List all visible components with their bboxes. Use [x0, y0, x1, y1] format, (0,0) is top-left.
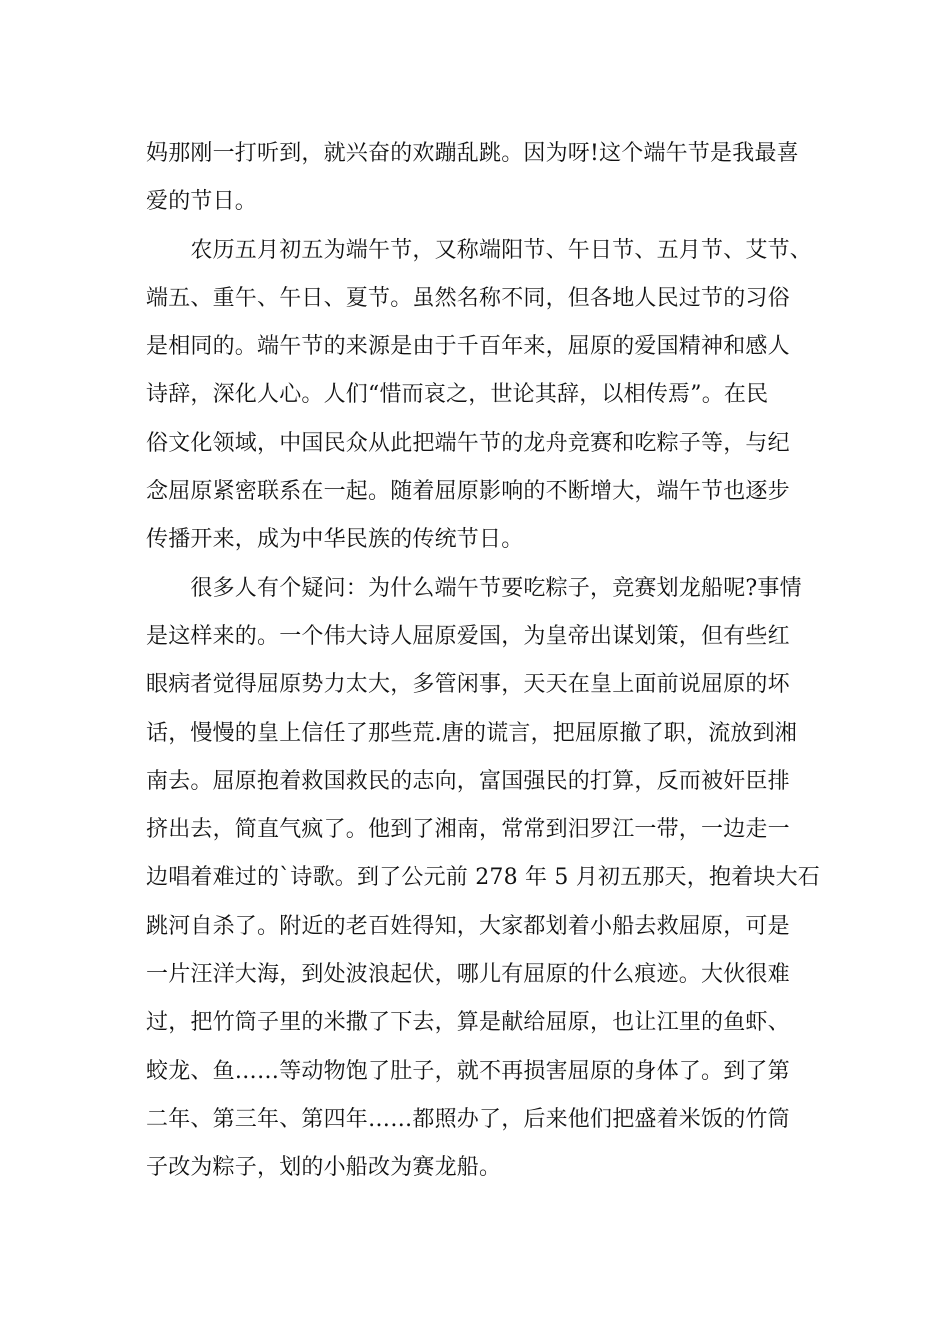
- text-line: 子改为粽子，划的小船改为赛龙船。: [146, 1155, 502, 1181]
- text-line: 是相同的。端午节的来源是由于千百年来，屈原的爱国精神和感人: [146, 334, 790, 360]
- text-line: 端五、重午、午日、夏节。虽然名称不同，但各地人民过节的习俗: [146, 285, 790, 311]
- text-line: 蛟龙、鱼……等动物饱了肚子，就不再损害屈原的身体了。到了第: [146, 1058, 790, 1084]
- text-line: 爱的节日。: [146, 189, 258, 215]
- text-line: 诗辞，深化人心。人们“惜而哀之，世论其辞，以相传焉”。在民: [146, 382, 769, 408]
- article-body: [146, 130, 826, 1193]
- text-line: 妈那刚一打听到，就兴奋的欢蹦乱跳。因为呀!这个端午节是我最喜: [146, 141, 799, 166]
- text-line: 农历五月初五为端午节，又称端阳节、午日节、五月节、艾节、: [146, 237, 813, 263]
- text-line: 一片汪洋大海，到处波浪起伏，哪儿有屈原的什么痕迹。大伙很难: [146, 962, 790, 988]
- text-line: 是这样来的。一个伟大诗人屈原爱国，为皇帝出谋划策，但有些红: [146, 623, 790, 649]
- text-line: 南去。屈原抱着救国救民的志向，富国强民的打算，反而被奸臣排: [146, 768, 790, 794]
- text-line: 传播开来，成为中华民族的传统节日。: [146, 527, 524, 553]
- text-line: 跳河自杀了。附近的老百姓得知，大家都划着小船去救屈原，可是: [146, 913, 790, 939]
- text-line: 眼病者觉得屈原势力太大，多管闲事，天天在皇上面前说屈原的坏: [146, 672, 790, 698]
- text-line: 话，慢慢的皇上信任了那些荒.唐的谎言，把屈原撤了职，流放到湘: [146, 720, 797, 746]
- text-line: 二年、第三年、第四年……都照办了，后来他们把盛着米饭的竹筒: [146, 1106, 790, 1132]
- text-line: 过，把竹筒子里的米撒了下去，算是献给屈原，也让江里的鱼虾、: [146, 1010, 790, 1036]
- text-line: 俗文化领域，中国民众从此把端午节的龙舟竞赛和吃粽子等，与纪: [146, 430, 790, 456]
- text-line: 念屈原紧密联系在一起。随着屈原影响的不断增大，端午节也逐步: [146, 479, 790, 505]
- text-line: 边唱着难过的`诗歌。到了公元前 278 年 5 月初五那天，抱着块大石: [146, 865, 820, 891]
- text-line: 挤出去，简直气疯了。他到了湘南，常常到汨罗江一带，一边走一: [146, 817, 790, 843]
- text-line: 很多人有个疑问：为什么端午节要吃粽子，竞赛划龙船呢?事情: [146, 575, 802, 601]
